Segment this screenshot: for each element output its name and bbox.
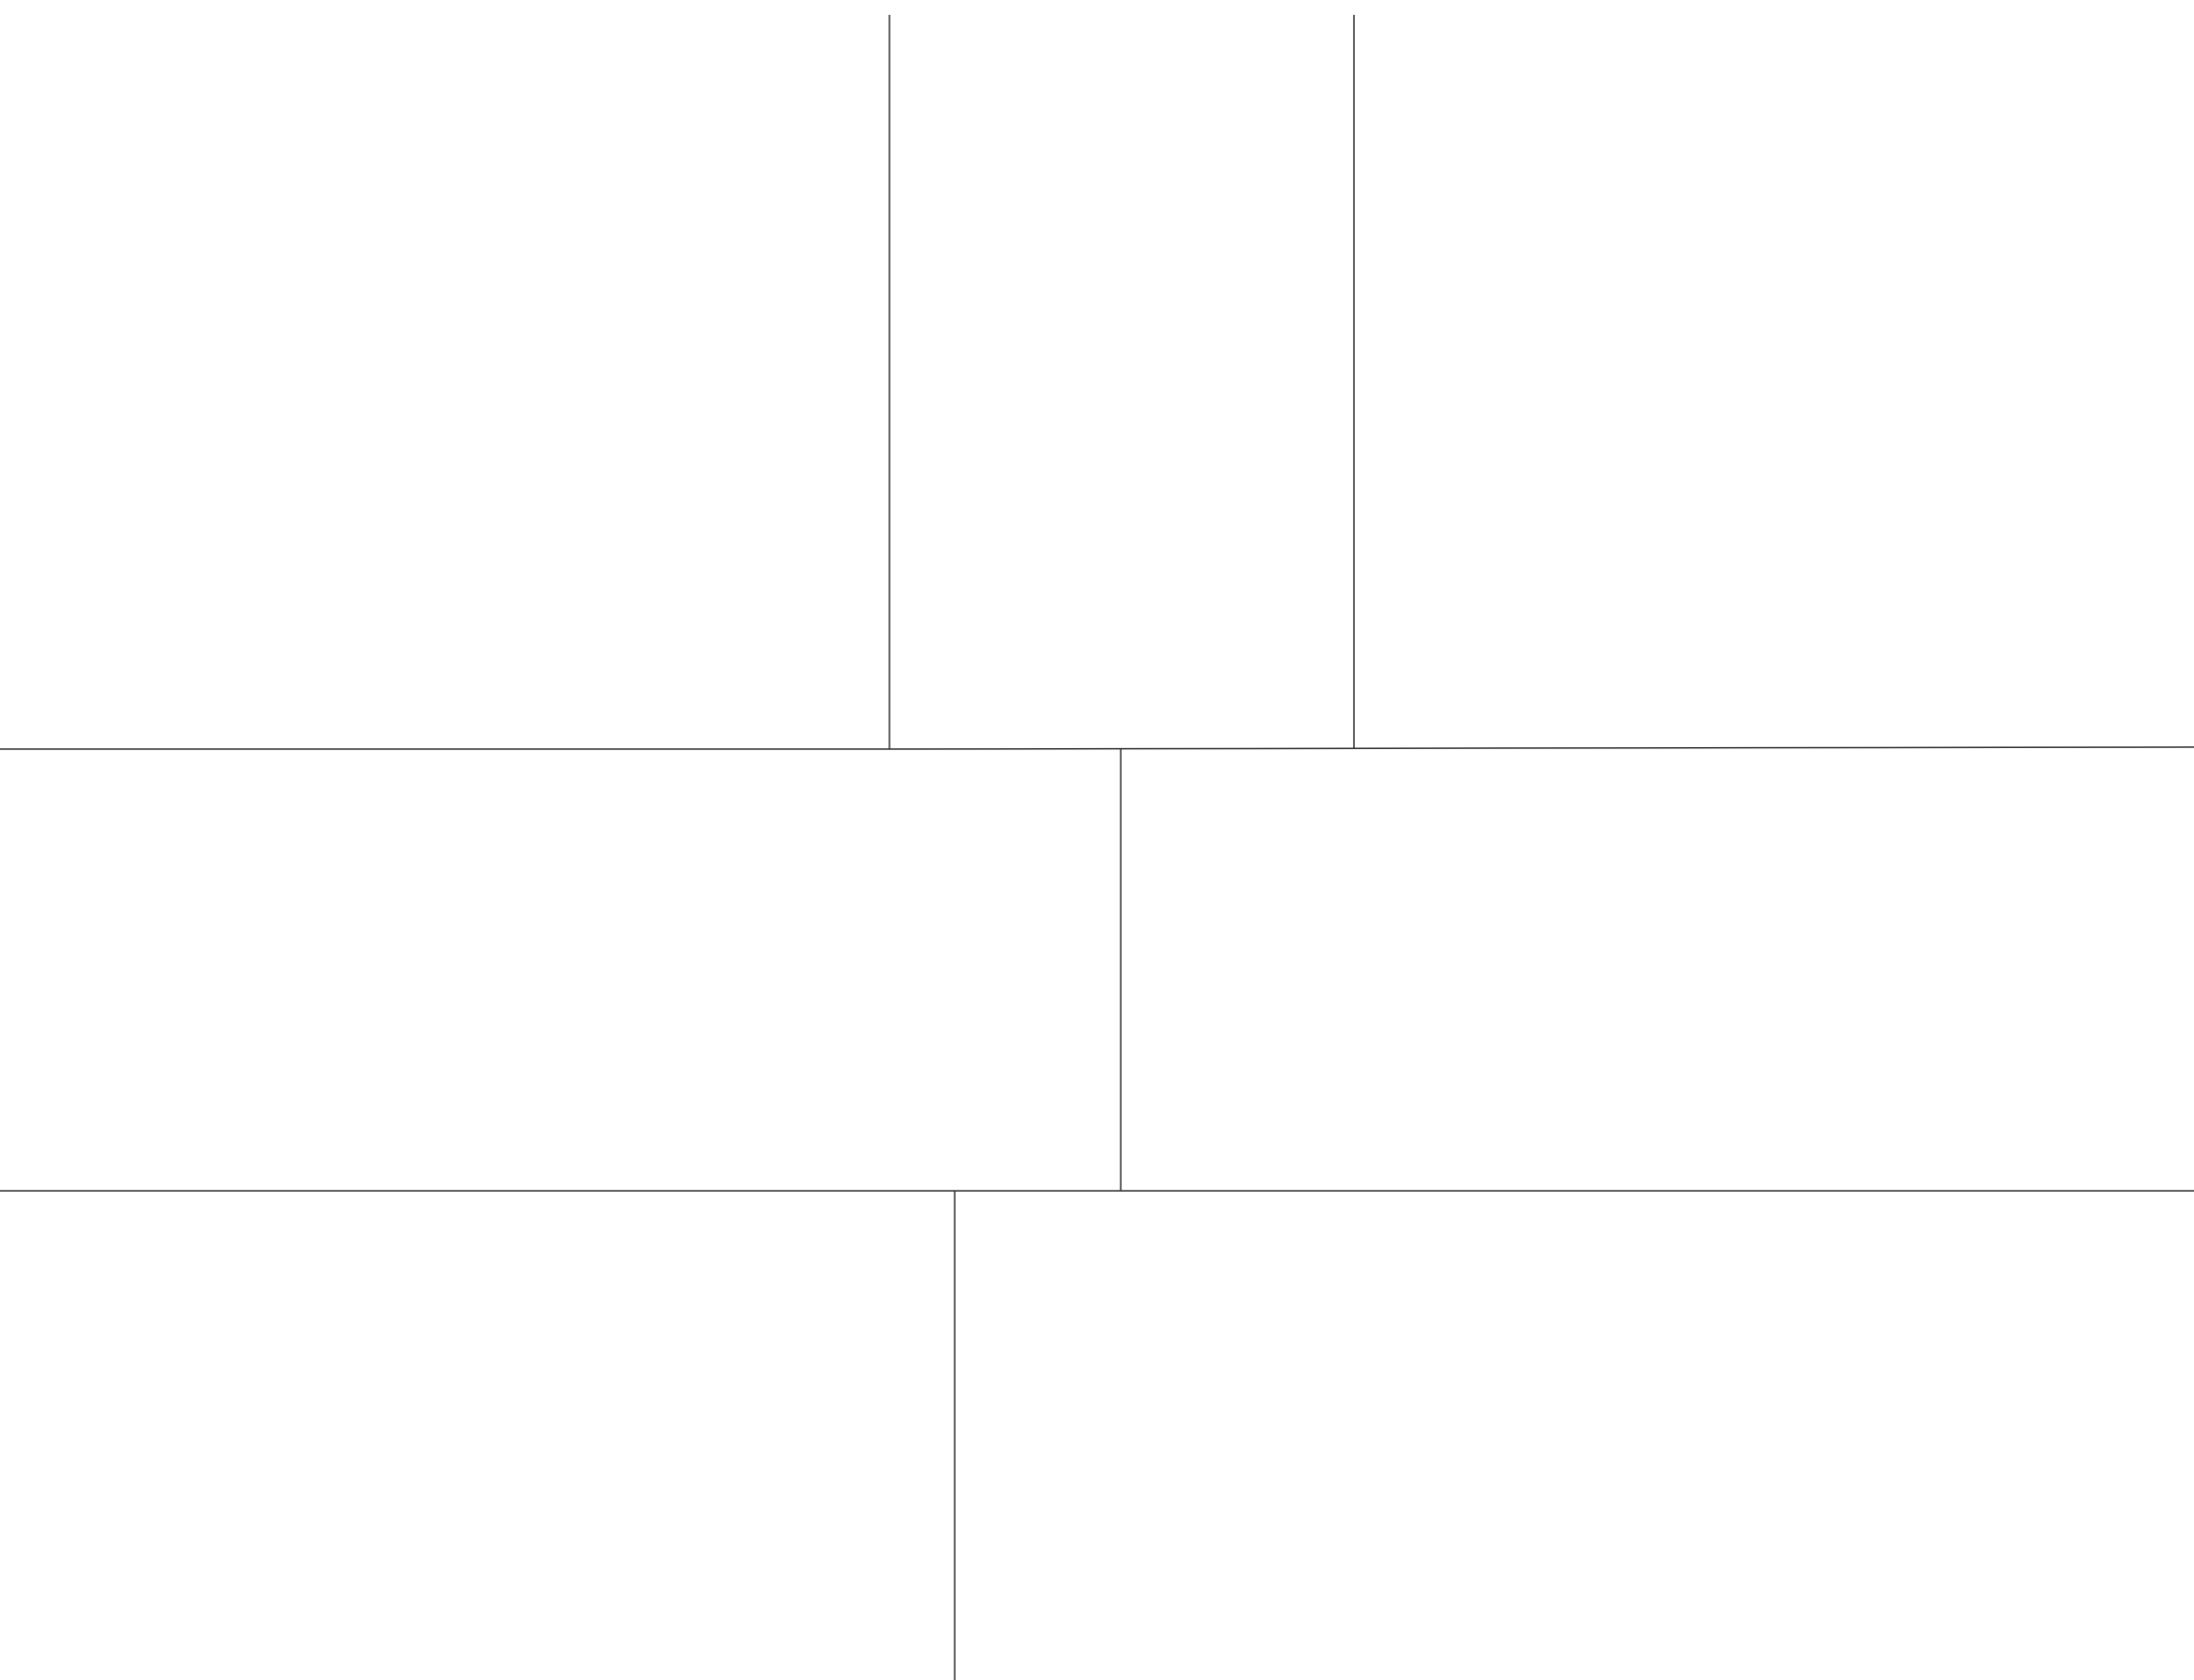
section-dividers	[0, 15, 2194, 1680]
